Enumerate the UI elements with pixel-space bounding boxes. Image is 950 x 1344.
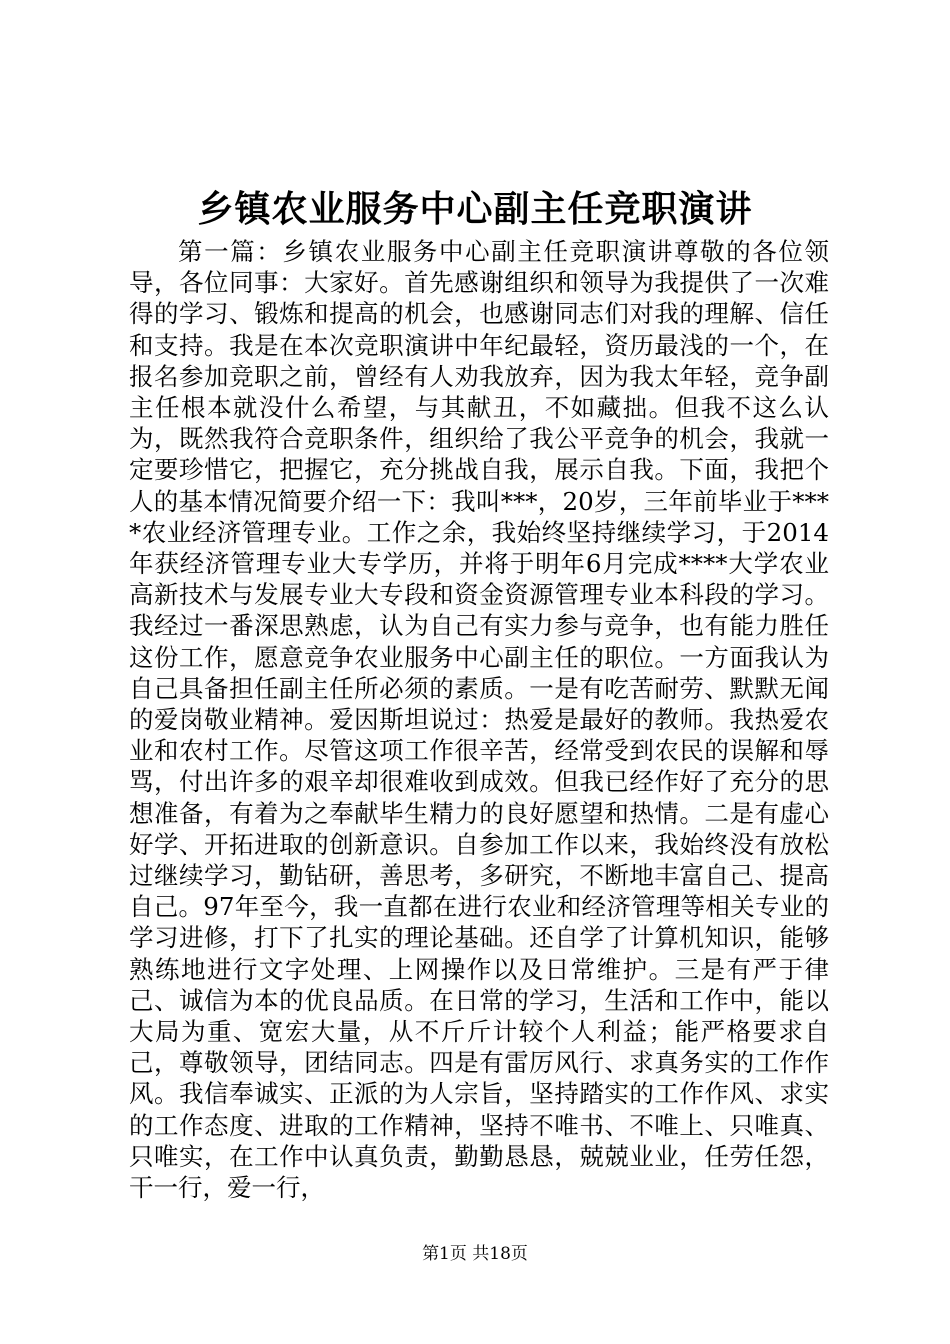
- page-number-footer: 第1页 共18页: [422, 1244, 528, 1264]
- document-body-paragraph: 第一篇：乡镇农业服务中心副主任竞职演讲尊敬的各位领导，各位同事：大家好。首先感谢组织和领导为我提供了一次难得的学习、锻炼和提高的机会，也感谢同志们对我的理解、信任和支持。我是在本次竞职演讲中年纪最轻，资历最浅的一个，在报名参加竞职之前，曾经有人劝我放弃，因为我太年轻，竞争副主任根本就没什么希望，与其献丑，不如藏拙。但我不这么认为，既然我符合竞职条件，组织给了我公平竞争的机会，我就一定要珍惜它，把握它，充分挑战自我，展示自我。下面，我把个人的基本情况简要介绍一下：我叫***，20岁，三年前毕业于****农业经济管理专业。工作之余，我始终坚持继续学习，于2014年获经济管理专业大专学历，并将于明年6月完成****大学农业高新技术与发展专业大专段和资金资源管理专业本科段的学习。我经过一番深思熟虑，认为自己有实力参与竞争，也有能力胜任这份工作，愿意竞争农业服务中心副主任的职位。一方面我认为自己具备担任副主任所必须的素质。一是有吃苦耐劳、默默无闻的爱岗敬业精神。爱因斯坦说过：热爱是最好的教师。我热爱农业和农村工作。尽管这项工作很辛苦，经常受到农民的误解和辱骂，付出许多的艰辛却很难收到成效。但我已经作好了充分的思想准备，有着为之奉献毕生精力的良好愿望和热情。二是有虚心好学、开拓进取的创新意识。自参加工作以来，我始终没有放松过继续学习，勤钻研，善思考，多研究，不断地丰富自己、提高自己。97年至今，我一直都在进行农业和经济管理等相关专业的学习进修，打下了扎实的理论基础。还自学了计算机知识，能够熟练地进行文字处理、上网操作以及日常维护。三是有严于律己、诚信为本的优良品质。在日常的学习，生活和工作中，能以大局为重、宽宏大量，从不斤斤计较个人利益；能严格要求自己，尊敬领导，团结同志。四是有雷厉风行、求真务实的工作作风。我信奉诚实、正派的为人宗旨，坚持踏实的工作作风、求实的工作态度、进取的工作精神，坚持不唯书、不唯上、只唯真、只唯实，在工作中认真负责，勤勤恳恳，兢兢业业，任劳任怨，干一行，爱一行，: [129, 237, 829, 1203]
- document-title: 乡镇农业服务中心副主任竞职演讲: [197, 189, 753, 230]
